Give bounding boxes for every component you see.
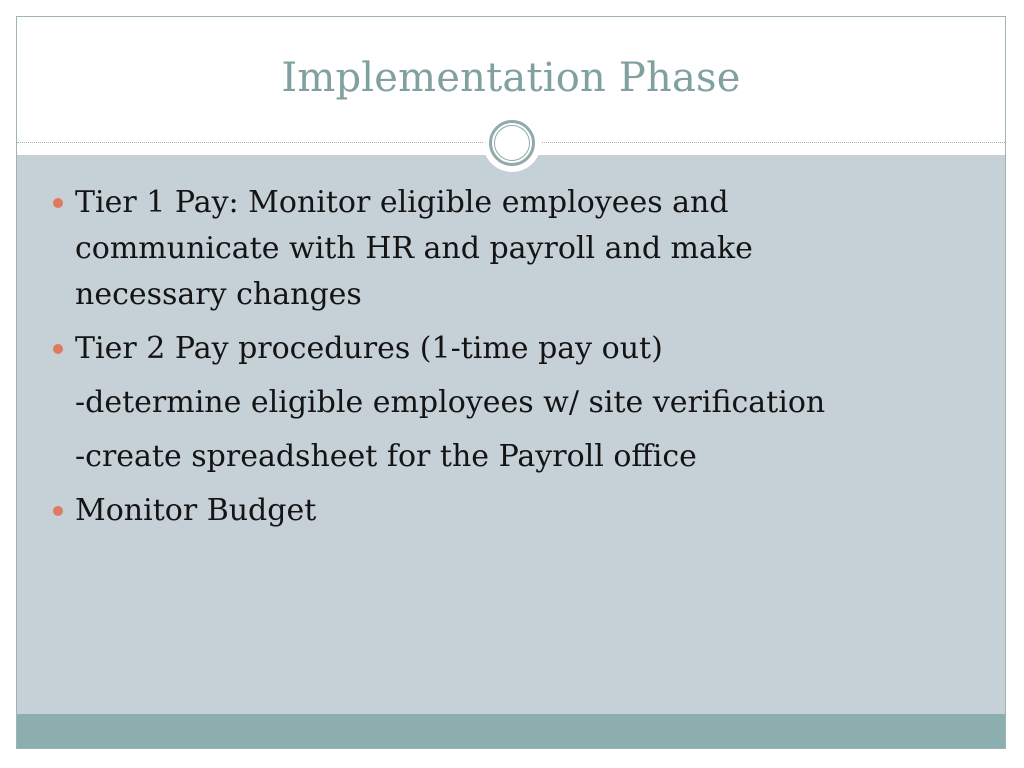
ornament-inner-ring <box>494 125 530 161</box>
slide-frame <box>16 16 1006 749</box>
bullet-item <box>75 180 975 318</box>
bullet-line: Monitor Budget <box>75 493 317 528</box>
sub-line: -create spreadsheet for the Payroll office <box>75 439 697 474</box>
footer-band <box>17 714 1005 748</box>
bullet-line: necessary changes <box>75 277 362 312</box>
bullet-dot-icon <box>53 506 63 516</box>
sub-line: -determine eligible employees w/ site verification <box>75 385 826 420</box>
slide-title: Implementation Phase <box>281 55 741 101</box>
circle-ornament-icon <box>483 114 541 172</box>
bullet-dot-icon <box>53 198 63 208</box>
bullet-line: Tier 1 Pay: Monitor eligible employees and <box>75 185 729 220</box>
bullet-line: communicate with HR and payroll and make <box>75 231 753 266</box>
slide-body <box>75 180 975 542</box>
bullet-item <box>75 326 975 372</box>
bullet-dot-icon <box>53 344 63 354</box>
bullet-line: Tier 2 Pay procedures (1-time pay out) <box>75 331 663 366</box>
bullet-item <box>75 488 975 534</box>
